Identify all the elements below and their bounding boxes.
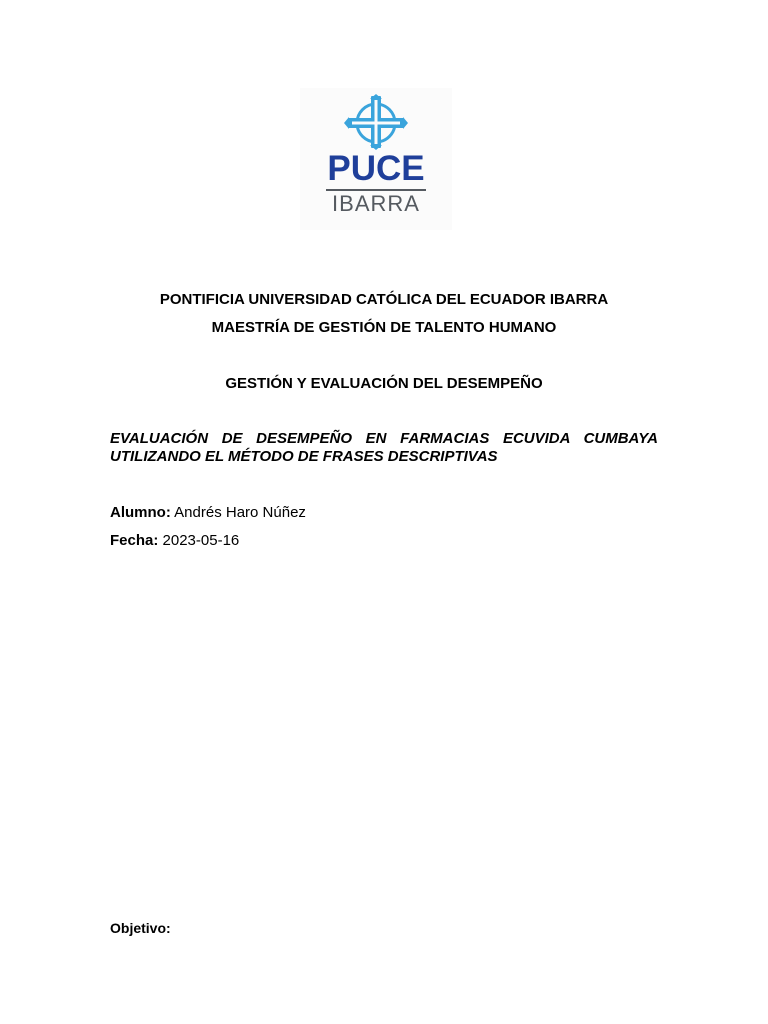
student-name: Andrés Haro Núñez bbox=[174, 504, 306, 521]
course-name: GESTIÓN Y EVALUACIÓN DEL DESEMPEÑO bbox=[225, 375, 543, 392]
logo-wordmark-puce: PUCE bbox=[327, 149, 425, 188]
date-line bbox=[110, 532, 239, 550]
university-name: PONTIFICIA UNIVERSIDAD CATÓLICA DEL ECUADOR IBARRA bbox=[159, 291, 609, 308]
program-name: MAESTRÍA DE GESTIÓN DE TALENTO HUMANO bbox=[211, 319, 557, 336]
logo-wordmark-ibarra: IBARRA bbox=[332, 191, 420, 216]
objective-heading: Objetivo: bbox=[110, 920, 171, 936]
date-value: 2023-05-16 bbox=[162, 532, 240, 549]
puce-cross-emblem-icon bbox=[344, 94, 408, 150]
document-title: EVALUACIÓN DE DESEMPEÑO EN FARMACIAS ECUVIDA CUMBAYA UTILIZANDO EL MÉTODO DE FRASES DESCRIPTIVAS bbox=[110, 430, 658, 465]
student-line bbox=[110, 504, 306, 522]
student-label: Alumno: bbox=[110, 504, 171, 521]
puce-ibarra-logo bbox=[300, 88, 452, 230]
date-label: Fecha: bbox=[110, 532, 159, 549]
